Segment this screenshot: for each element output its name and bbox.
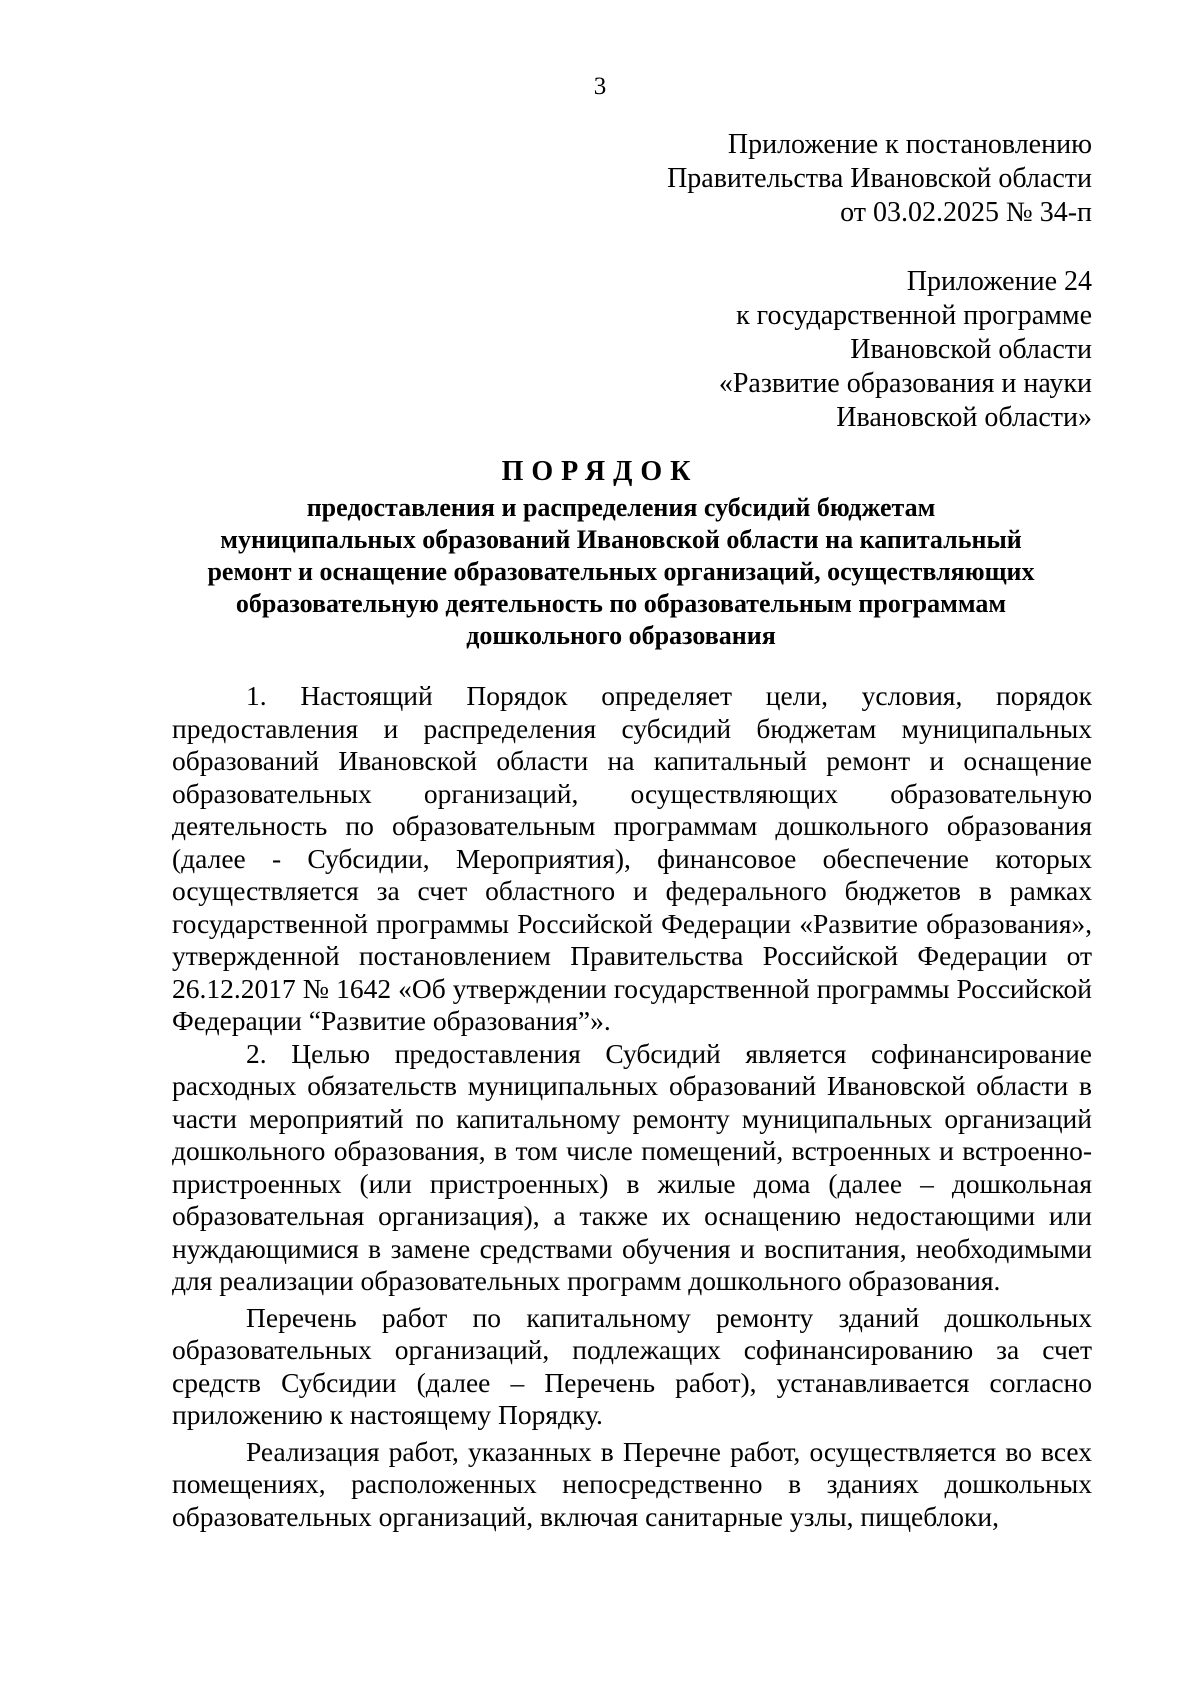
appendix-line: «Развитие образования и науки <box>718 368 1092 399</box>
appendix-line: к государственной программе <box>736 300 1092 331</box>
appendix-line: Правительства Ивановской области <box>667 163 1092 194</box>
appendix-line: Приложение 24 <box>906 266 1092 297</box>
document-title: ПОРЯДОК <box>501 456 699 487</box>
appendix-line: Ивановской области <box>850 334 1092 365</box>
paragraph-2: 2. Целью предоставления Субсидий является софинансирование расходных обязательств муниципальных образований Ивановской области в части мероприятий по капитальному ремонту муниципальных организаций дошкольного образования, в том числе помещений, встроенных и встроенно-пристроенных (или пристроенных) в жилые дома (далее – дошкольная образовательная организация), а также их оснащению недостающими или нуждающимися в замене средствами обучения и воспитания, необходимыми для реализации образовательных программ дошкольного образования. <box>172 1037 1092 1296</box>
document-subtitle <box>150 492 1092 652</box>
subtitle-line: образовательную деятельность по образовательным программам <box>235 589 1007 618</box>
paragraph-4: Реализация работ, указанных в Перечне работ, осуществляется во всех помещениях, расположенных непосредственно в зданиях дошкольных образовательных организаций, включая санитарные узлы, пищеблоки, <box>172 1435 1092 1532</box>
subtitle-line: муниципальных образований Ивановской области на капитальный <box>220 525 1022 554</box>
document-body <box>172 680 1092 1533</box>
appendix-line: Ивановской области» <box>836 402 1092 433</box>
subtitle-line: предоставления и распределения субсидий бюджетам <box>306 493 936 522</box>
page-number: 3 <box>593 73 607 100</box>
appendix-resolution-reference <box>392 128 1092 230</box>
paragraph-1: 1. Настоящий Порядок определяет цели, условия, порядок предоставления и распределения субсидий бюджетам муниципальных образований Ивановской области на капитальный ремонт и оснащение образовательных организаций, осуществляющих образовательную деятельность по образовательным программам дошкольного образования (далее - Субсидии, Мероприятия), финансовое обеспечение которых осуществляется за счет областного и федерального бюджетов в рамках государственной программы Российской Федерации «Развитие образования», утвержденной постановлением Правительства Российской Федерации от 26.12.2017 № 1642 «Об утверждении государственной программы Российской Федерации “Развитие образования”». <box>172 680 1092 1036</box>
paragraph-3: Перечень работ по капитальному ремонту зданий дошкольных образовательных организаций, подлежащих софинансированию за счет средств Субсидии (далее – Перечень работ), устанавливается согласно приложению к настоящему Порядку. <box>172 1301 1092 1430</box>
subtitle-line: дошкольного образования <box>466 621 776 650</box>
appendix-line: от 03.02.2025 № 34-п <box>840 197 1092 228</box>
appendix-line: Приложение к постановлению <box>727 129 1092 160</box>
subtitle-line: ремонт и оснащение образовательных организаций, осуществляющих <box>207 557 1035 586</box>
appendix-program-reference <box>392 265 1092 435</box>
